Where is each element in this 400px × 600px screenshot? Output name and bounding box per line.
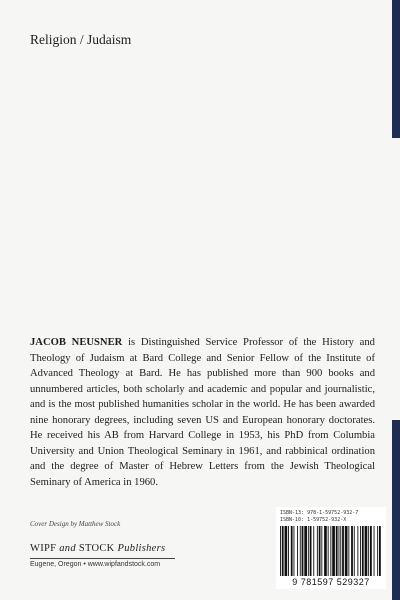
publisher-rule [30, 558, 175, 559]
barcode-bar [339, 526, 340, 576]
barcode-bar [297, 526, 298, 576]
isbn-13: ISBN-13: 978-1-59752-932-7 [280, 510, 359, 516]
barcode-bar [377, 526, 378, 576]
barcode-bar [342, 526, 344, 576]
barcode-bar [362, 526, 364, 576]
barcode-digits: 9 781597 529327 [292, 577, 370, 587]
publisher-word-2: STOCK [78, 543, 115, 554]
isbn-barcode-box [276, 507, 386, 589]
author-name: JACOB NEUSNER [30, 337, 123, 348]
barcode-bar [374, 526, 375, 576]
publisher-and: and [59, 543, 76, 554]
barcode-bar [370, 526, 372, 576]
barcode-bar [368, 526, 369, 576]
barcode-bar [354, 526, 355, 576]
barcode-bar [285, 526, 288, 576]
barcode-bar [313, 526, 314, 576]
barcode-bar [291, 526, 293, 576]
barcode-bar [282, 526, 284, 576]
barcode-bar [302, 526, 304, 576]
barcode-bar [324, 526, 327, 576]
barcode-bar [357, 526, 358, 576]
isbn-10: ISBN-10: 1-59752-932-X [280, 517, 347, 523]
barcode-bar [317, 526, 318, 576]
barcode-bar [379, 526, 381, 576]
barcode-bar [332, 526, 335, 576]
author-bio-text: is Distinguished Service Professor of the History and Theology of Judaism at Bard College and Senior Fellow of the Institute of Advanced Theology at Bard. He has published more than 900 books and unnumbered articles, both scholarly and academic and popular and journalistic, and is the most published humanities scholar in the world. He has been awarded nine honorary degrees, including seven US and European honorary doctorates. He received his AB from Harvard College in 1953, his PhD from Columbia University and Union Theological Seminary in 1961, and rabbinical ordination and the degree of Master of Hebrew Letters from the Jewish Theological Seminary of America in 1960. [30, 337, 375, 488]
barcode-bar [294, 526, 295, 576]
barcode-bar [336, 526, 338, 576]
barcode-bar [345, 526, 348, 576]
publisher-name [30, 543, 165, 554]
barcode-bar [360, 526, 361, 576]
publisher-word-1: WIPF [30, 543, 57, 554]
barcode-bar [328, 526, 329, 576]
barcode-bar [304, 526, 307, 576]
publisher-location: Eugene, Oregon • www.wipfandstock.com [30, 561, 161, 568]
barcode-bar [288, 526, 289, 576]
publisher-suffix: Publishers [117, 543, 166, 554]
barcode [278, 526, 382, 576]
barcode-bar [330, 526, 331, 576]
barcode-bar [319, 526, 321, 576]
barcode-bar [321, 526, 322, 576]
cover-design-credit: Cover Design by Matthew Stock [30, 520, 121, 528]
spine-bar-bottom [392, 420, 400, 600]
barcode-bar [280, 526, 281, 576]
barcode-bar [340, 526, 341, 576]
barcode-bar [300, 526, 301, 576]
spine-bar-top [392, 0, 400, 138]
barcode-bar [348, 526, 349, 576]
category-label: Religion / Judaism [30, 32, 132, 47]
barcode-bar [308, 526, 309, 576]
barcode-bar [310, 526, 312, 576]
barcode-bar [365, 526, 368, 576]
barcode-bar [351, 526, 353, 576]
author-bio [30, 335, 375, 490]
